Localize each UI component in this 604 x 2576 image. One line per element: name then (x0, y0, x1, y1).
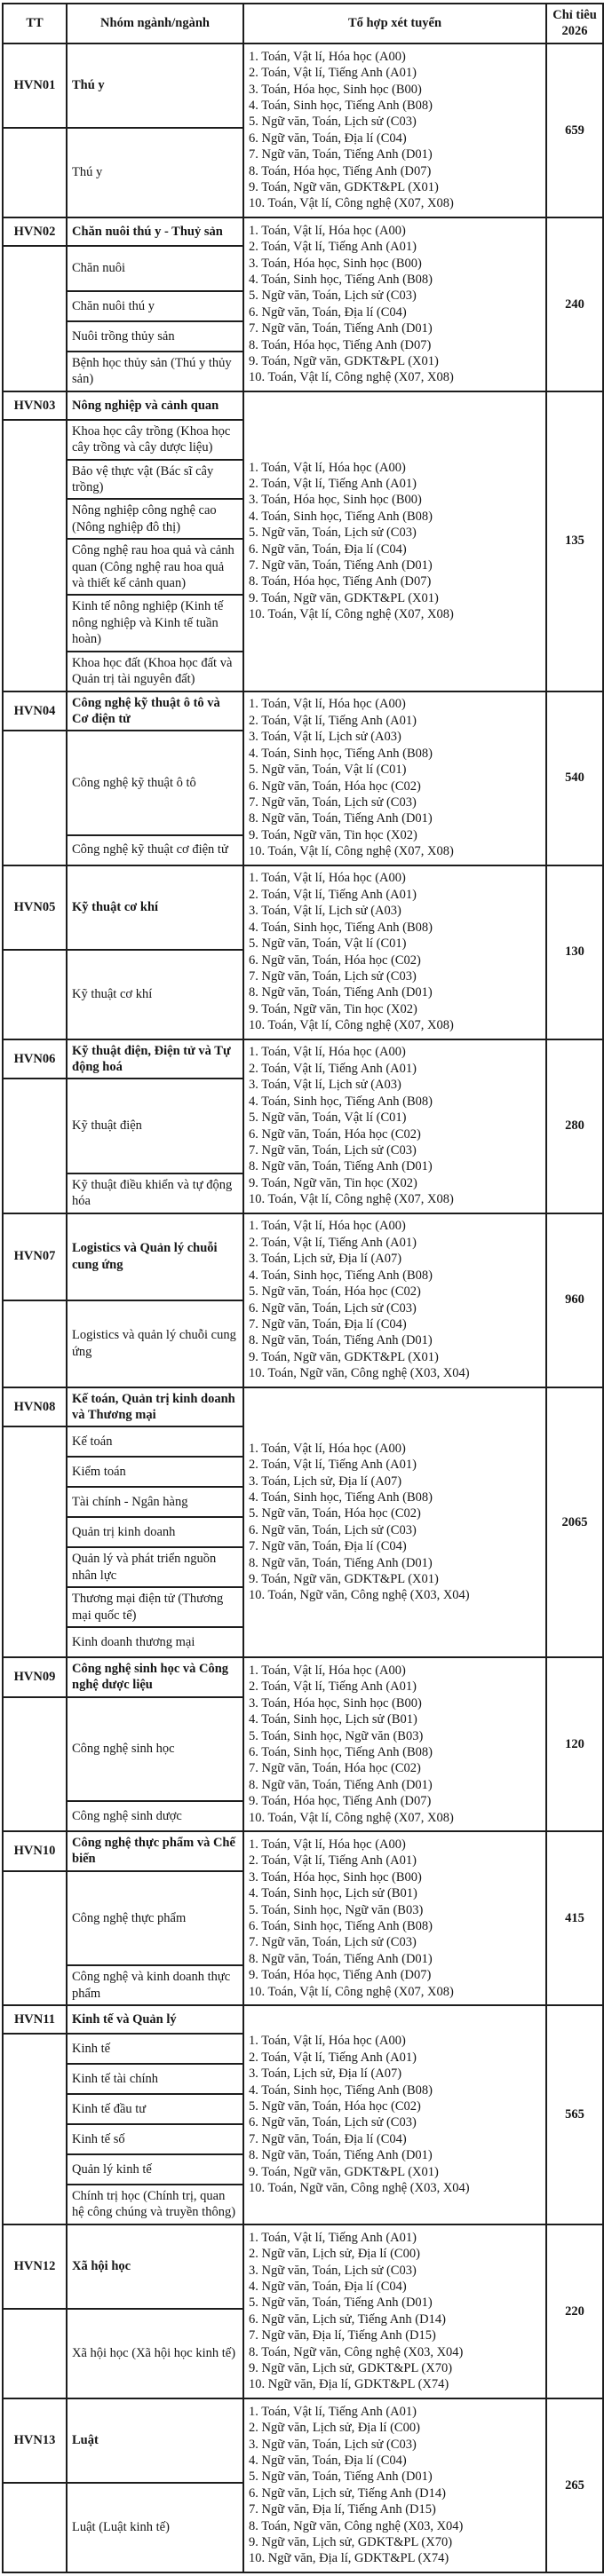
major-name: Tài chính - Ngân hàng (67, 1487, 243, 1517)
major-name: Chính trị học (Chính trị, quan hệ công chúng và truyền thông) (67, 2185, 243, 2224)
combo-list-inner (249, 458, 541, 625)
combo-item: 5. Ngữ văn, Toán, Tiếng Anh (D01) (249, 2295, 433, 2311)
combo-item: 6. Toán, Sinh học, Tiếng Anh (B08) (249, 1744, 433, 1759)
combo-item: 3. Toán, Vật lí, Lịch sử (A03) (249, 1078, 401, 1093)
header-group: Nhóm ngành/ngành (67, 4, 243, 43)
combo-item: 8. Toán, Hóa học, Tiếng Anh (D07) (249, 163, 432, 178)
group-name: Logistics và Quản lý chuỗi cung ứng (67, 1213, 243, 1300)
major-name: Thú y (67, 128, 243, 217)
major-name: Kỹ thuật điện (67, 1079, 243, 1173)
section-code: HVN08 (3, 1387, 67, 1427)
combo-list-inner (249, 221, 541, 388)
combo-item: 10. Toán, Vật lí, Công nghệ (X07, X08) (249, 607, 454, 622)
header-quota: Chỉ tiêu 2026 (546, 4, 603, 43)
major-name: Logistics và quản lý chuỗi cung ứng (67, 1300, 243, 1387)
combo-item: 1. Toán, Vật lí, Hóa học (A00) (249, 697, 406, 712)
major-name: Kinh tế nông nghiệp (Kinh tế nông nghiệp và Kinh tế tuần hoàn) (67, 595, 243, 651)
group-row (3, 2224, 603, 2309)
group-row (3, 43, 603, 128)
combo-item: 1. Toán, Vật lí, Tiếng Anh (A01) (249, 2404, 417, 2419)
major-name: Chăn nuôi (67, 246, 243, 291)
combo-item: 2. Toán, Vật lí, Tiếng Anh (A01) (249, 713, 417, 728)
section-code: HVN05 (3, 865, 67, 950)
quota-value: 2065 (546, 1387, 603, 1657)
combo-item: 9. Toán, Ngữ văn, GDKT&PL (X01) (249, 590, 439, 605)
major-name: Công nghệ sinh học (67, 1697, 243, 1801)
combo-item: 6. Ngữ văn, Toán, Địa lí (C04) (249, 130, 407, 146)
section-code-empty (3, 128, 67, 217)
combo-item: 6. Ngữ văn, Toán, Lịch sử (C03) (249, 2115, 417, 2130)
combo-item: 9. Toán, Ngữ văn, GDKT&PL (X01) (249, 2164, 439, 2179)
quota-value: 220 (546, 2224, 603, 2398)
major-name: Xã hội học (Xã hội học kinh tế) (67, 2309, 243, 2398)
major-name: Bảo vệ thực vật (Bác sĩ cây trồng) (67, 460, 243, 500)
admissions-table (2, 3, 604, 2573)
combo-item: 2. Toán, Vật lí, Tiếng Anh (A01) (249, 240, 417, 255)
quota-value: 130 (546, 865, 603, 1039)
major-name: Công nghệ sinh dược (67, 1801, 243, 1831)
section-code: HVN13 (3, 2398, 67, 2483)
combo-item: 5. Ngữ văn, Toán, Lịch sử (C03) (249, 525, 417, 541)
major-name: Kinh tế số (67, 2124, 243, 2154)
combo-item: 10. Ngữ văn, Địa lí, GDKT&PL (X74) (249, 2551, 449, 2566)
group-name: Kỹ thuật cơ khí (67, 865, 243, 950)
combo-list-inner (249, 2031, 541, 2198)
table-body (3, 43, 603, 2572)
combo-item: 9. Toán, Ngữ văn, Tin học (X02) (249, 1175, 417, 1190)
combo-item: 7. Ngữ văn, Toán, Tiếng Anh (D01) (249, 321, 433, 336)
combo-item: 5. Ngữ văn, Toán, Tiếng Anh (D01) (249, 2469, 433, 2485)
section-code: HVN03 (3, 391, 67, 420)
quota-value: 280 (546, 1039, 603, 1213)
combo-item: 10. Toán, Ngữ văn, Công nghệ (X03, X04) (249, 2180, 470, 2195)
combo-item: 4. Toán, Sinh học, Lịch sử (B01) (249, 1886, 417, 1901)
combo-item: 9. Toán, Ngữ văn, Tin học (X02) (249, 827, 417, 842)
combo-item: 6. Ngữ văn, Lịch sử, Tiếng Anh (D14) (249, 2311, 446, 2327)
combo-item: 3. Ngữ văn, Toán, Lịch sử (C03) (249, 2437, 417, 2452)
combo-list-inner (249, 47, 541, 214)
major-name: Kỹ thuật điều khiển và tự động hóa (67, 1173, 243, 1213)
section-code-empty (3, 1697, 67, 1831)
combo-item: 2. Ngữ văn, Lịch sử, Địa lí (C00) (249, 2247, 420, 2262)
combo-item: 3. Toán, Hóa học, Sinh học (B00) (249, 1695, 422, 1711)
section-code-empty (3, 1300, 67, 1387)
major-name: Kinh tế đầu tư (67, 2094, 243, 2124)
combo-item: 7. Ngữ văn, Địa lí, Tiếng Anh (D15) (249, 2502, 436, 2517)
combo-item: 3. Toán, Lịch sử, Địa lí (A07) (249, 2066, 402, 2082)
major-name: Kinh tế tài chính (67, 2064, 243, 2094)
combo-item: 1. Toán, Vật lí, Hóa học (A00) (249, 1837, 406, 1852)
combo-item: 3. Toán, Hóa học, Sinh học (B00) (249, 256, 422, 271)
combo-item: 2. Toán, Vật lí, Tiếng Anh (A01) (249, 2050, 417, 2065)
combo-item: 8. Ngữ văn, Toán, Tiếng Anh (D01) (249, 1555, 433, 1570)
combo-item: 7. Ngữ văn, Toán, Địa lí (C04) (249, 1539, 407, 1554)
combo-item: 3. Toán, Lịch sử, Địa lí (A07) (249, 1252, 402, 1267)
header-row (3, 4, 603, 43)
group-row (3, 691, 603, 731)
combo-item: 6. Toán, Sinh học, Tiếng Anh (B08) (249, 1918, 433, 1933)
major-name: Nuôi trồng thủy sản (67, 321, 243, 352)
combo-item: 1. Toán, Vật lí, Hóa học (A00) (249, 1219, 406, 1234)
quota-value: 960 (546, 1213, 603, 1387)
combo-item: 6. Ngữ văn, Toán, Hóa học (C02) (249, 778, 421, 794)
combo-item: 2. Toán, Vật lí, Tiếng Anh (A01) (249, 477, 417, 492)
combo-item: 8. Toán, Ngữ văn, Công nghệ (X03, X04) (249, 2344, 464, 2359)
major-name: Bệnh học thủy sản (Thú y thủy sản) (67, 352, 243, 391)
combo-item: 2. Toán, Vật lí, Tiếng Anh (A01) (249, 887, 417, 902)
combo-item: 8. Ngữ văn, Toán, Tiếng Anh (D01) (249, 985, 433, 1000)
combo-item: 7. Ngữ văn, Địa lí, Tiếng Anh (D15) (249, 2328, 436, 2343)
combo-item: 9. Ngữ văn, Lịch sử, GDKT&PL (X70) (249, 2534, 453, 2549)
section-code: HVN11 (3, 2005, 67, 2034)
combo-item: 10. Toán, Vật lí, Công nghệ (X07, X08) (249, 1018, 454, 1033)
combo-item: 10. Toán, Ngữ văn, Công nghệ (X03, X04) (249, 1366, 470, 1381)
combo-list (243, 2224, 546, 2398)
group-row (3, 1039, 603, 1079)
combo-item: 8. Toán, Hóa học, Tiếng Anh (D07) (249, 574, 432, 589)
section-code-empty (3, 2309, 67, 2398)
combo-item: 9. Toán, Ngữ văn, GDKT&PL (X01) (249, 180, 439, 195)
combo-item: 10. Toán, Vật lí, Công nghệ (X07, X08) (249, 1984, 454, 1999)
major-name: Công nghệ kỹ thuật cơ điện tử (67, 835, 243, 865)
combo-item: 10. Ngữ văn, Địa lí, GDKT&PL (X74) (249, 2377, 449, 2392)
major-name: Công nghệ và kinh doanh thực phẩm (67, 1965, 243, 2005)
combo-item: 5. Ngữ văn, Toán, Lịch sử (C03) (249, 288, 417, 304)
section-code: HVN04 (3, 691, 67, 731)
combo-item: 7. Ngữ văn, Toán, Địa lí (C04) (249, 2131, 407, 2146)
major-name: Kinh doanh thương mại (67, 1627, 243, 1657)
combo-item: 8. Ngữ văn, Toán, Tiếng Anh (D01) (249, 1159, 433, 1174)
combo-item: 4. Toán, Sinh học, Tiếng Anh (B08) (249, 1489, 433, 1505)
group-row (3, 1387, 603, 1427)
combo-list-inner (249, 2402, 541, 2569)
major-name: Chăn nuôi thú y (67, 291, 243, 321)
combo-item: 7. Ngữ văn, Toán, Lịch sử (C03) (249, 1935, 417, 1950)
major-name: Kiểm toán (67, 1457, 243, 1487)
group-name: Kế toán, Quản trị kinh doanh và Thương mại (67, 1387, 243, 1427)
quota-value: 120 (546, 1657, 603, 1831)
combo-item: 6. Ngữ văn, Toán, Địa lí (C04) (249, 304, 407, 320)
combo-item: 4. Toán, Sinh học, Tiếng Anh (B08) (249, 509, 433, 524)
combo-item: 9. Toán, Ngữ văn, GDKT&PL (X01) (249, 1571, 439, 1586)
major-name: Khoa học đất (Khoa học đất và Quản trị tài nguyên đất) (67, 652, 243, 691)
combo-item: 6. Ngữ văn, Toán, Hóa học (C02) (249, 1126, 421, 1142)
combo-item: 9. Toán, Ngữ văn, GDKT&PL (X01) (249, 354, 439, 369)
combo-item: 1. Toán, Vật lí, Hóa học (A00) (249, 871, 406, 886)
combo-list (243, 217, 546, 391)
major-name: Luật (Luật kinh tế) (67, 2483, 243, 2572)
combo-item: 1. Toán, Vật lí, Hóa học (A00) (249, 460, 406, 475)
group-name: Luật (67, 2398, 243, 2483)
group-name: Nông nghiệp và cảnh quan (67, 391, 243, 420)
section-code-empty (3, 950, 67, 1039)
combo-item: 10. Toán, Vật lí, Công nghệ (X07, X08) (249, 1810, 454, 1825)
combo-item: 7. Ngữ văn, Toán, Hóa học (C02) (249, 1761, 421, 1776)
major-name: Thương mại điện tử (Thương mại quốc tế) (67, 1587, 243, 1627)
combo-item: 10. Toán, Ngữ văn, Công nghệ (X03, X04) (249, 1588, 470, 1603)
combo-item: 4. Toán, Sinh học, Tiếng Anh (B08) (249, 920, 433, 935)
major-name: Kỹ thuật cơ khí (67, 950, 243, 1039)
combo-item: 7. Ngữ văn, Toán, Lịch sử (C03) (249, 794, 417, 810)
combo-list-inner (249, 1661, 541, 1828)
major-name: Khoa học cây trồng (Khoa học cây trồng và cây dược liệu) (67, 420, 243, 460)
combo-list-inner (249, 1835, 541, 2002)
combo-item: 4. Toán, Sinh học, Tiếng Anh (B08) (249, 2082, 433, 2098)
combo-item: 8. Ngữ văn, Toán, Tiếng Anh (D01) (249, 1951, 433, 1966)
combo-list-inner (249, 1043, 541, 1210)
combo-item: 3. Toán, Hóa học, Sinh học (B00) (249, 1869, 422, 1885)
combo-item: 5. Ngữ văn, Toán, Hóa học (C02) (249, 1506, 421, 1521)
group-name: Kỹ thuật điện, Điện tử và Tự động hoá (67, 1039, 243, 1079)
combo-item: 4. Toán, Sinh học, Tiếng Anh (B08) (249, 99, 433, 113)
combo-item: 8. Ngữ văn, Toán, Tiếng Anh (D01) (249, 811, 433, 826)
section-code: HVN01 (3, 43, 67, 128)
combo-item: 5. Ngữ văn, Toán, Hóa học (C02) (249, 1284, 421, 1300)
combo-list (243, 2398, 546, 2572)
section-code: HVN10 (3, 1831, 67, 1871)
combo-item: 4. Ngữ văn, Toán, Địa lí (C04) (249, 2279, 407, 2294)
group-row (3, 865, 603, 950)
combo-item: 8. Toán, Hóa học, Tiếng Anh (D07) (249, 337, 432, 352)
combo-item: 3. Ngữ văn, Toán, Lịch sử (C03) (249, 2263, 417, 2278)
combo-item: 6. Ngữ văn, Toán, Lịch sử (C03) (249, 1522, 417, 1537)
section-code-empty (3, 731, 67, 865)
combo-item: 5. Ngữ văn, Toán, Hóa học (C02) (249, 2098, 421, 2114)
combo-item: 2. Ngữ văn, Lịch sử, Địa lí (C00) (249, 2421, 420, 2436)
combo-item: 2. Toán, Vật lí, Tiếng Anh (A01) (249, 1235, 417, 1250)
major-name: Quản lý kinh tế (67, 2154, 243, 2185)
combo-list (243, 43, 546, 217)
combo-list (243, 1831, 546, 2005)
group-name: Công nghệ thực phẩm và Chế biến (67, 1831, 243, 1871)
combo-list-inner (249, 2228, 541, 2395)
major-name: Quản lý và phát triển nguồn nhân lực (67, 1547, 243, 1587)
group-name: Công nghệ sinh học và Công nghệ dược liệu (67, 1657, 243, 1697)
header-tt: TT (3, 4, 67, 43)
group-name: Công nghệ kỹ thuật ô tô và Cơ điện tử (67, 691, 243, 731)
combo-item: 1. Toán, Vật lí, Hóa học (A00) (249, 49, 406, 64)
quota-value: 415 (546, 1831, 603, 2005)
group-name: Chăn nuôi thú y - Thuỷ sản (67, 217, 243, 246)
combo-item: 10. Toán, Vật lí, Công nghệ (X07, X08) (249, 370, 454, 385)
group-name: Kinh tế và Quản lý (67, 2005, 243, 2034)
combo-list (243, 1657, 546, 1831)
combo-item: 10. Toán, Vật lí, Công nghệ (X07, X08) (249, 844, 454, 859)
combo-list-inner (249, 869, 541, 1036)
group-name: Xã hội học (67, 2224, 243, 2309)
combo-item: 1. Toán, Vật lí, Hóa học (A00) (249, 1045, 406, 1060)
combo-list (243, 1213, 546, 1387)
combo-item: 5. Toán, Sinh học, Ngữ văn (B03) (249, 1728, 424, 1743)
combo-list (243, 691, 546, 865)
combo-item: 9. Ngữ văn, Lịch sử, GDKT&PL (X70) (249, 2360, 453, 2375)
combo-item: 7. Ngữ văn, Toán, Lịch sử (C03) (249, 1142, 417, 1158)
combo-item: 5. Toán, Sinh học, Ngữ văn (B03) (249, 1902, 424, 1917)
combo-item: 7. Ngữ văn, Toán, Tiếng Anh (D01) (249, 558, 433, 573)
group-row (3, 1213, 603, 1300)
combo-item: 4. Toán, Sinh học, Tiếng Anh (B08) (249, 273, 433, 287)
combo-item: 4. Ngữ văn, Toán, Địa lí (C04) (249, 2453, 407, 2468)
combo-item: 3. Toán, Vật lí, Lịch sử (A03) (249, 730, 401, 745)
combo-list (243, 1039, 546, 1213)
combo-item: 2. Toán, Vật lí, Tiếng Anh (A01) (249, 1679, 417, 1695)
major-name: Công nghệ kỹ thuật ô tô (67, 731, 243, 834)
combo-item: 8. Ngữ văn, Toán, Tiếng Anh (D01) (249, 2148, 433, 2163)
major-name: Nông nghiệp công nghệ cao (Nông nghiệp đô thị) (67, 499, 243, 539)
section-code: HVN09 (3, 1657, 67, 1697)
section-code: HVN07 (3, 1213, 67, 1300)
section-code-empty (3, 246, 67, 391)
combo-list-inner (249, 1217, 541, 1384)
quota-value: 540 (546, 691, 603, 865)
group-row (3, 1831, 603, 1871)
combo-list-inner (249, 695, 541, 862)
quota-value: 265 (546, 2398, 603, 2572)
combo-item: 3. Toán, Vật lí, Lịch sử (A03) (249, 904, 401, 919)
group-row (3, 2398, 603, 2483)
header-combos: Tổ hợp xét tuyển (243, 4, 546, 43)
section-code-empty (3, 420, 67, 691)
combo-list (243, 1387, 546, 1657)
combo-item: 2. Toán, Vật lí, Tiếng Anh (A01) (249, 1061, 417, 1076)
combo-item: 2. Toán, Vật lí, Tiếng Anh (A01) (249, 1853, 417, 1869)
group-row (3, 217, 603, 246)
combo-item: 10. Toán, Vật lí, Công nghệ (X07, X08) (249, 196, 454, 211)
combo-item: 5. Ngữ văn, Toán, Vật lí (C01) (249, 1110, 407, 1126)
combo-item: 3. Toán, Hóa học, Sinh học (B00) (249, 493, 422, 508)
combo-item: 6. Ngữ văn, Toán, Hóa học (C02) (249, 952, 421, 968)
combo-item: 10. Toán, Vật lí, Công nghệ (X07, X08) (249, 1192, 454, 1207)
combo-item: 8. Ngữ văn, Toán, Tiếng Anh (D01) (249, 1333, 433, 1348)
combo-item: 1. Toán, Vật lí, Hóa học (A00) (249, 223, 406, 238)
section-code: HVN06 (3, 1039, 67, 1079)
quota-value: 659 (546, 43, 603, 217)
combo-item: 4. Toán, Sinh học, Tiếng Anh (B08) (249, 1268, 433, 1283)
combo-item: 1. Toán, Vật lí, Hóa học (A00) (249, 1663, 406, 1678)
combo-item: 4. Toán, Sinh học, Tiếng Anh (B08) (249, 1094, 433, 1109)
major-name: Quản trị kinh doanh (67, 1517, 243, 1547)
group-row (3, 2005, 603, 2034)
combo-item: 5. Ngữ văn, Toán, Vật lí (C01) (249, 936, 407, 952)
major-name: Kế toán (67, 1426, 243, 1457)
combo-item: 2. Toán, Vật lí, Tiếng Anh (A01) (249, 66, 417, 81)
section-code-empty (3, 1079, 67, 1213)
combo-item: 2. Toán, Vật lí, Tiếng Anh (A01) (249, 1458, 417, 1473)
combo-item: 3. Toán, Hóa học, Sinh học (B00) (249, 82, 422, 97)
major-name: Kinh tế (67, 2034, 243, 2064)
group-row (3, 1657, 603, 1697)
section-code: HVN02 (3, 217, 67, 246)
combo-item: 1. Toán, Vật lí, Hóa học (A00) (249, 1441, 406, 1456)
section-code: HVN12 (3, 2224, 67, 2309)
combo-item: 6. Ngữ văn, Toán, Lịch sử (C03) (249, 1300, 417, 1316)
quota-value: 565 (546, 2005, 603, 2224)
combo-item: 1. Toán, Vật lí, Hóa học (A00) (249, 2034, 406, 2049)
combo-item: 9. Toán, Ngữ văn, GDKT&PL (X01) (249, 1349, 439, 1364)
group-name: Thú y (67, 43, 243, 128)
section-code-empty (3, 1871, 67, 2005)
combo-item: 8. Ngữ văn, Toán, Tiếng Anh (D01) (249, 1777, 433, 1792)
combo-item: 5. Ngữ văn, Toán, Vật lí (C01) (249, 763, 407, 778)
major-name: Công nghệ thực phẩm (67, 1871, 243, 1965)
combo-item: 6. Ngữ văn, Toán, Địa lí (C04) (249, 541, 407, 557)
combo-item: 8. Toán, Ngữ văn, Công nghệ (X03, X04) (249, 2518, 464, 2533)
combo-list-inner (249, 1439, 541, 1606)
combo-list (243, 865, 546, 1039)
section-code-empty (3, 1426, 67, 1657)
combo-item: 4. Toán, Sinh học, Tiếng Anh (B08) (249, 746, 433, 761)
combo-item: 1. Toán, Vật lí, Tiếng Anh (A01) (249, 2230, 417, 2245)
group-row (3, 391, 603, 420)
combo-list (243, 391, 546, 691)
combo-item: 9. Toán, Ngữ văn, Tin học (X02) (249, 1001, 417, 1016)
section-code-empty (3, 2034, 67, 2224)
combo-item: 4. Toán, Sinh học, Lịch sử (B01) (249, 1712, 417, 1727)
combo-item: 7. Ngữ văn, Toán, Lịch sử (C03) (249, 968, 417, 984)
combo-item: 3. Toán, Lịch sử, Địa lí (A07) (249, 1474, 402, 1489)
combo-item: 9. Toán, Hóa học, Tiếng Anh (D07) (249, 1968, 432, 1983)
combo-list (243, 2005, 546, 2224)
quota-value: 135 (546, 391, 603, 691)
combo-item: 6. Ngữ văn, Lịch sử, Tiếng Anh (D14) (249, 2485, 446, 2501)
combo-item: 5. Ngữ văn, Toán, Lịch sử (C03) (249, 115, 417, 130)
section-code-empty (3, 2483, 67, 2572)
combo-item: 9. Toán, Hóa học, Tiếng Anh (D07) (249, 1794, 432, 1809)
quota-value: 240 (546, 217, 603, 391)
major-name: Công nghệ rau hoa quả và cảnh quan (Công nghệ rau hoa quả và thiết kế cảnh quan) (67, 539, 243, 595)
combo-item: 7. Ngữ văn, Toán, Địa lí (C04) (249, 1316, 407, 1331)
combo-item: 7. Ngữ văn, Toán, Tiếng Anh (D01) (249, 147, 433, 162)
